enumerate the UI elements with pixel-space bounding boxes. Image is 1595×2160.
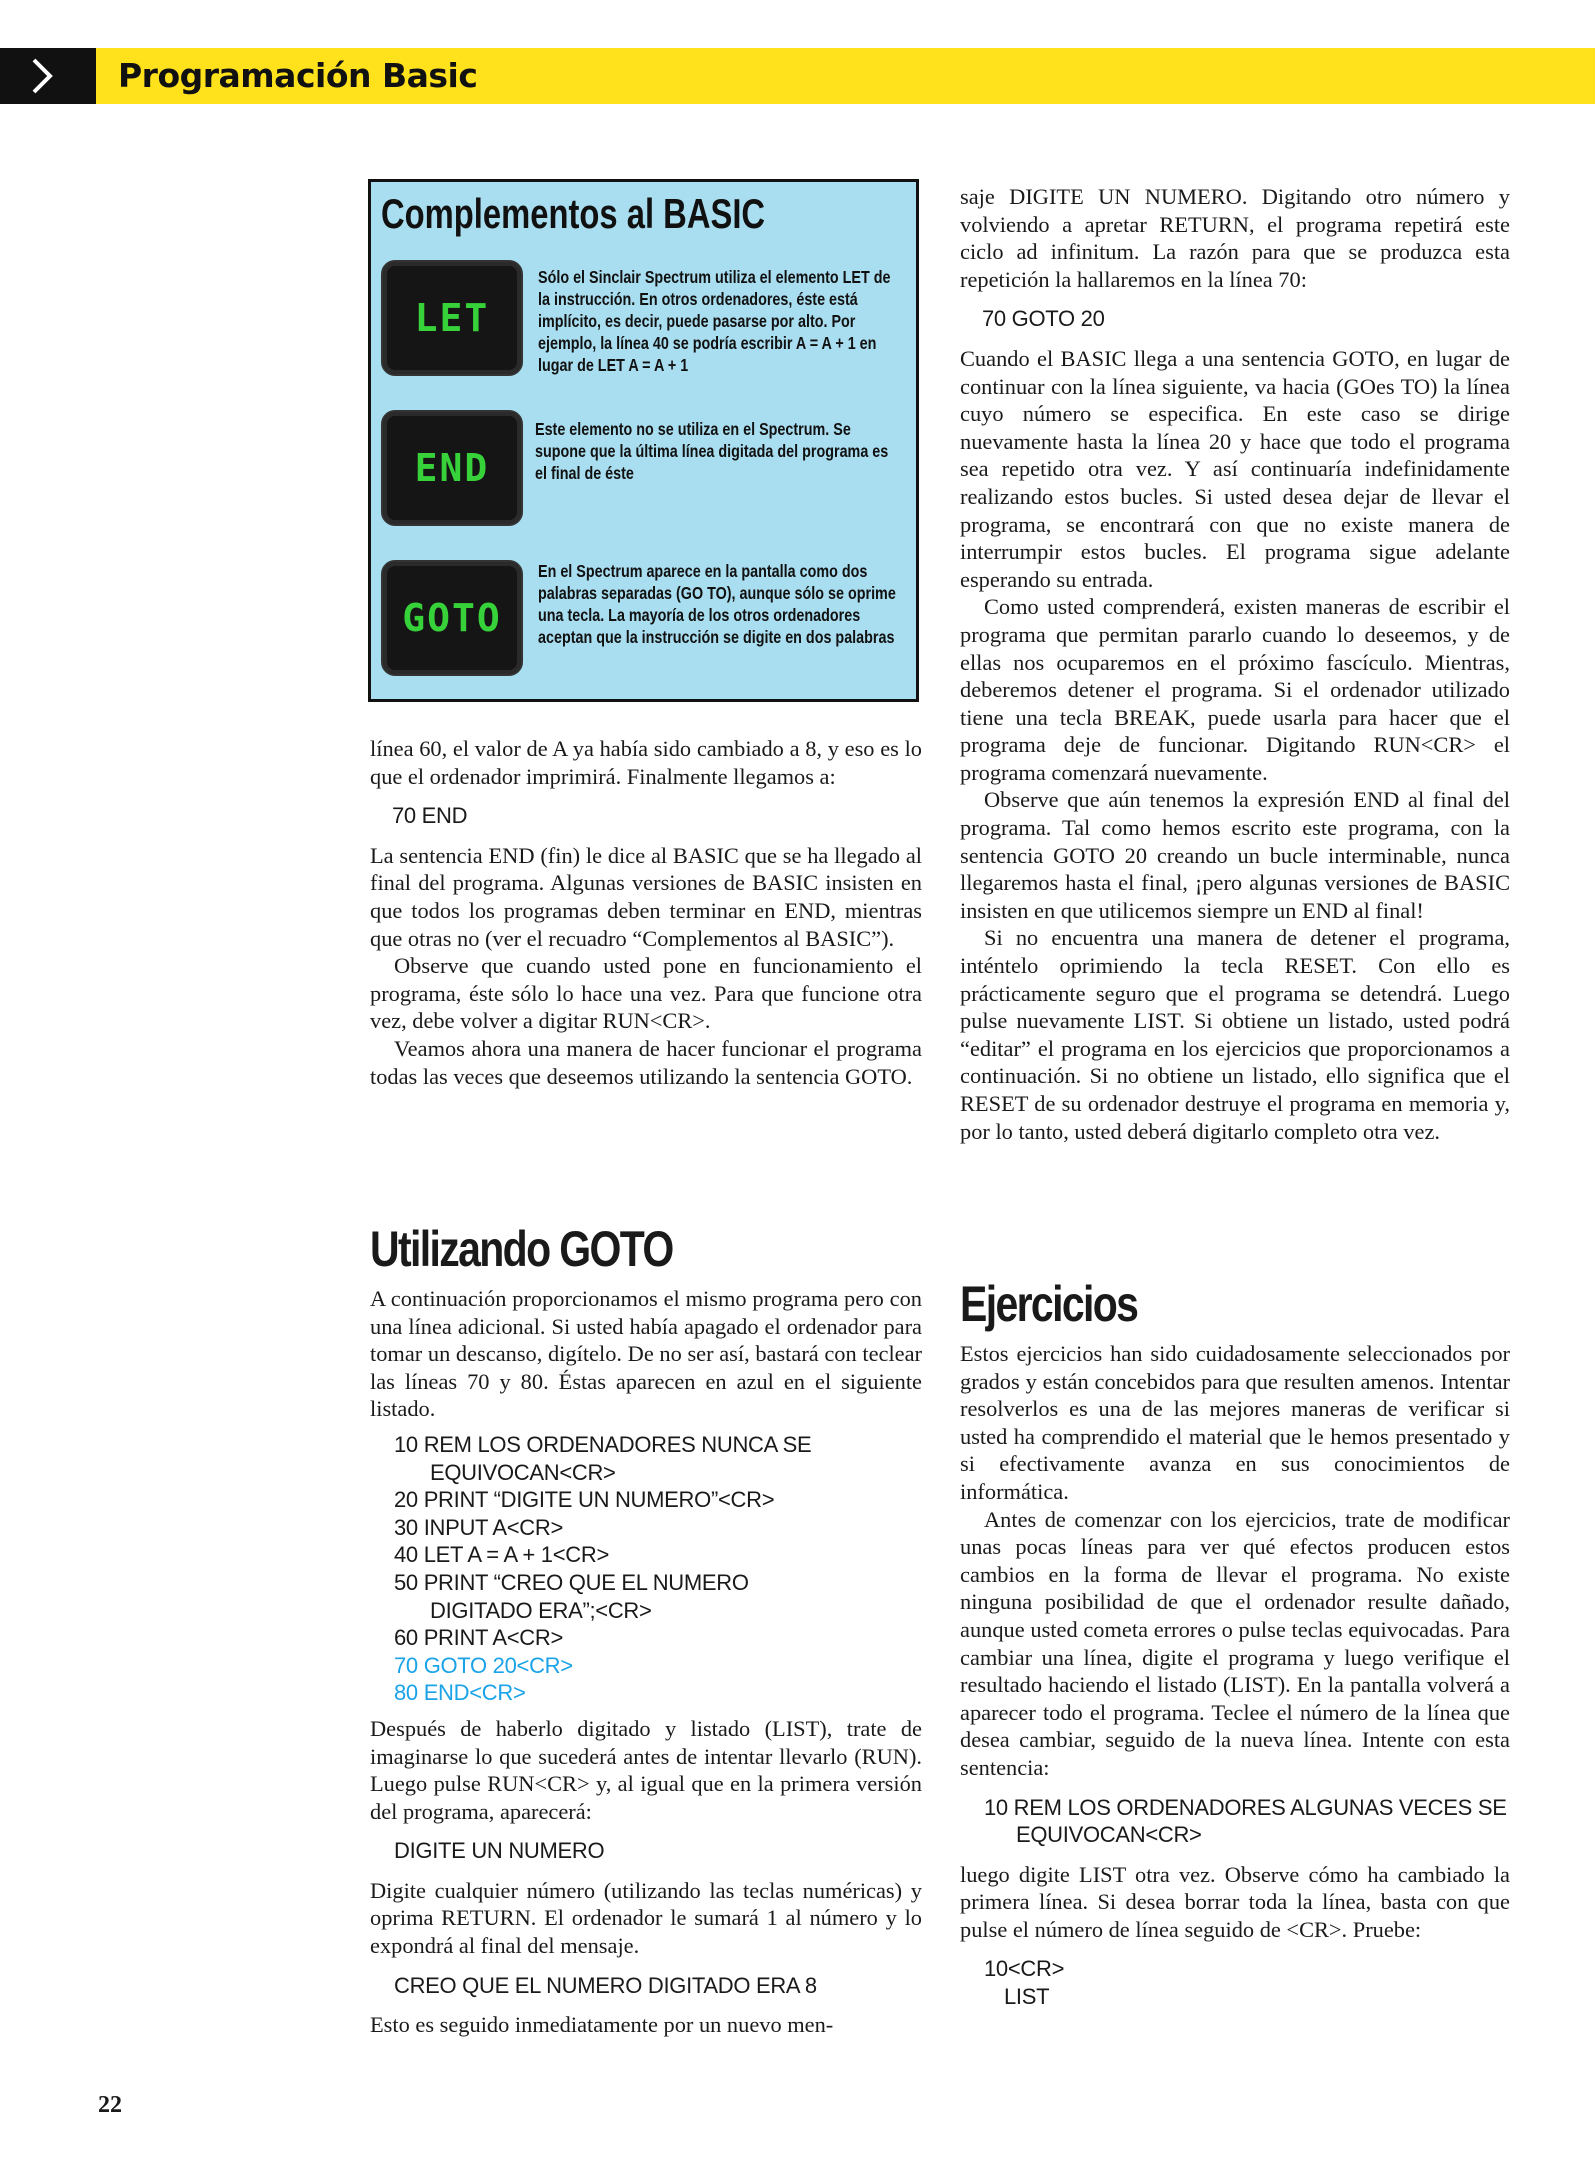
paragraph: Antes de comenzar con los ejercicios, trate de modificar unas pocas líneas para ver qué efectos producen estos cambios en la forma de llevar el programa. No existe ninguna posibilidad de que el ordenador resulte dañado, aunque usted cometa errores o pulse teclas equivocadas. Para cambiar una línea, digite el programa y luego verifique el resultado haciendo el listado (LIST). En la pantalla volverá a aparecer todo el programa. Teclee el número de la línea que desea cambiar, seguido de la nueva línea. Intente con esta sentencia:: [960, 1506, 1510, 1780]
left-column-2: [370, 1285, 922, 2039]
paragraph: Esto es seguido inmediatamente por un nuevo men-: [370, 2012, 834, 2038]
chevron-right-icon: [22, 58, 62, 94]
left-column: [370, 735, 922, 1090]
paragraph: Si no encuentra una manera de detener el programa, inténtelo oprimiendo la tecla RESET. Con ello es prácticamente seguro que el programa se detendrá. Luego pulse nuevamente LIST. Si obtiene un listado, usted podrá “editar” el programa en los ejercicios que proporcionamos a continuación. Si no obtiene un listado, ello significa que el RESET de su ordenador destruye el programa en memoria y, por lo tanto, usted deberá digitarlo completo otra vez.: [960, 925, 1510, 1144]
chevron-box: [0, 48, 96, 104]
paragraph: Observe que aún tenemos la expresión END al final del programa. Tal como hemos escrito este programa, con la sentencia GOTO 20 creando un bucle interminable, nunca llegaremos hasta el final, ¡pero algunas versiones de BASIC insisten en que utilicemos siempre un END al final!: [960, 787, 1510, 923]
listing-line: 30 INPUT A<CR>: [394, 1514, 564, 1540]
paragraph: Veamos ahora una manera de hacer funcionar el programa todas las veces que deseemos utilizando la sentencia GOTO.: [370, 1035, 922, 1089]
code-line: DIGITE UN NUMERO: [394, 1838, 605, 1864]
utilizando-goto-heading-wrap: [370, 1220, 739, 1278]
paragraph: Después de haberlo digitado y listado (LIST), trate de imaginarse lo que sucederá antes de intentar llevarlo (RUN). Luego pulse RUN<CR> y, al igual que en la primera versión del programa, aparecerá:: [370, 1715, 922, 1824]
listing-line-new: 80 END<CR>: [394, 1680, 526, 1706]
goto-description: En el Spectrum aparece en la pantalla como dos palabras separadas (GO TO), aunque sólo se oprime una tecla. La mayoría de los otros ordenadores aceptan que la instrucción se digite en dos palabras: [538, 561, 896, 647]
program-listing: [394, 1431, 922, 1707]
goto-key: [381, 560, 523, 676]
box-title: Complementos al BASIC: [381, 190, 766, 237]
header-title: Programación Basic: [118, 56, 478, 95]
listing-line: 60 PRINT A<CR>: [394, 1625, 564, 1651]
code-line: 70 GOTO 20: [982, 306, 1105, 332]
complementos-box: [368, 179, 919, 702]
paragraph: saje DIGITE UN NUMERO. Digitando otro número y volviendo a apretar RETURN, el programa repetirá este ciclo ad infinitum. La razón para que se produzca esta repetición la hallaremos en la línea 70:: [960, 184, 1510, 292]
paragraph: La sentencia END (fin) le dice al BASIC que se ha llegado al final del programa. Algunas versiones de BASIC insisten en que todos los programas deben terminar en END, mientras que otras no (ver el recuadro “Complementos al BASIC”).: [370, 842, 922, 951]
code-line: 10<CR>: [984, 1956, 1065, 1982]
listing-line: 10 REM LOS ORDENADORES NUNCA SE: [394, 1431, 812, 1457]
right-column: [960, 183, 1510, 1145]
let-description: Sólo el Sinclair Spectrum utiliza el elemento LET de la instrucción. En otros ordenadores, éste está implícito, es decir, puede pasarse por alto. Por ejemplo, la línea 40 se podría escribir A = A + 1 en lugar de LET A = A + 1: [538, 267, 891, 375]
listing-line: DIGITADO ERA”;<CR>: [430, 1597, 652, 1623]
paragraph: línea 60, el valor de A ya había sido cambiado a 8, y eso es lo que el ordenador imprimirá. Finalmente llegamos a:: [370, 736, 922, 789]
key-label: LET: [414, 296, 490, 340]
key-label: END: [414, 446, 490, 490]
code-block: [984, 1955, 1510, 2010]
listing-line: 20 PRINT “DIGITE UN NUMERO”<CR>: [394, 1487, 775, 1513]
paragraph: luego digite LIST otra vez. Observe cómo ha cambiado la primera línea. Si desea borrar toda la línea, basta con que pulse el número de línea seguido de <CR>. Pruebe:: [960, 1861, 1510, 1942]
key-label: GOTO: [402, 596, 502, 640]
right-column-2: [960, 1340, 1510, 2011]
code-line: EQUIVOCAN<CR>: [1016, 1822, 1202, 1848]
paragraph: A continuación proporcionamos el mismo programa pero con una línea adicional. Si usted había apagado el ordenador para tomar un descanso, digítelo. De no ser así, bastará con teclear las líneas 70 y 80. Éstas aparecen en azul en el siguiente listado.: [370, 1286, 922, 1422]
page-number: 22: [98, 2092, 122, 2118]
listing-line: EQUIVOCAN<CR>: [430, 1459, 616, 1485]
end-key: [381, 410, 523, 526]
header-bar: [0, 48, 1595, 104]
code-line: CREO QUE EL NUMERO DIGITADO ERA 8: [394, 1972, 817, 1998]
code-block: [984, 1794, 1510, 1849]
listing-line: 50 PRINT “CREO QUE EL NUMERO: [394, 1569, 749, 1595]
paragraph: Estos ejercicios han sido cuidadosamente seleccionados por grados y están concebidos para que resulten amenos. Intentar resolverlos es una de las mejores maneras de verificar si usted ha comprendido el material que le hemos presentado y si efectivamente avanza en sus conocimientos de informática.: [960, 1341, 1510, 1504]
let-key: [381, 260, 523, 376]
paragraph: Digite cualquier número (utilizando las teclas numéricas) y oprima RETURN. El ordenador le sumará 1 al número y lo expondrá al final del mensaje.: [370, 1877, 922, 1959]
end-description: Este elemento no se utiliza en el Spectrum. Se supone que la última línea digitada del programa es el final de éste: [535, 419, 889, 483]
code-line: 70 END: [392, 803, 468, 829]
paragraph: Cuando el BASIC llega a una sentencia GOTO, en lugar de continuar con la línea siguiente, va hacia (GOes TO) la línea cuyo número se especifica. En este caso se dirige nuevamente hasta la línea 20 y hace que todo el programa sea repetido otra vez. Y así continuaría indefinidamente realizando estos bucles. Si usted desea dejar de llevar el programa, se encontrará con que no existe manera de interrumpir estos bucles. El programa sigue adelante esperando su entrada.: [960, 345, 1510, 592]
section-heading: Utilizando GOTO: [370, 1221, 673, 1277]
listing-line: 40 LET A = A + 1<CR>: [394, 1542, 609, 1568]
paragraph: Como usted comprenderá, existen maneras de escribir el programa que permitan pararlo cuando lo deseemos, y de ellas nos ocuparemos en el próximo fascículo. Mientras, deberemos detener el programa. Si el ordenador utilizado tiene una tecla BREAK, puede usarla para hacer que el programa deje de funcionar. Digitando RUN<CR> el programa comenzará nuevamente.: [960, 594, 1510, 785]
code-line: LIST: [1004, 1984, 1050, 2010]
section-heading: Ejercicios: [960, 1276, 1138, 1332]
listing-line-new: 70 GOTO 20<CR>: [394, 1652, 573, 1678]
paragraph: Observe que cuando usted pone en funcionamiento el programa, éste sólo lo hace una vez. Para que funcione otra vez, debe volver a digitar RUN<CR>.: [370, 953, 922, 1034]
ejercicios-heading-wrap: [960, 1275, 1176, 1333]
code-line: 10 REM LOS ORDENADORES ALGUNAS VECES SE: [984, 1794, 1507, 1820]
